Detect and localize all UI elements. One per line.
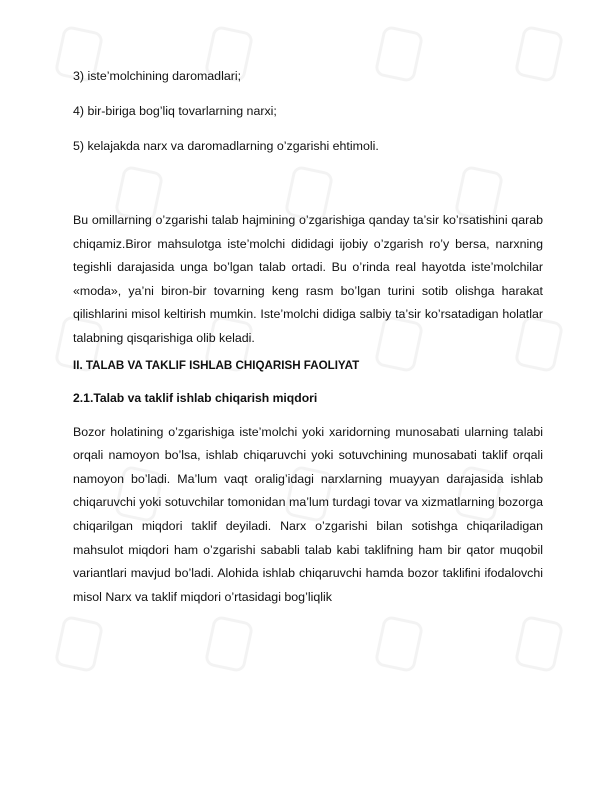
list-item: 3) iste’molchining daromadlari; bbox=[73, 69, 242, 83]
paragraph: Bu omillarning o’zgarishi talab hajmining o’zgarishiga qanday ta’sir ko’rsatishini qarab chiqamiz.Biror mahsulotga iste’molchi dididagi ijobiy o’zgarish ro’y bersa, narxning tegishli darajasida unga bo’lgan talab ortadi. Bu o’rinda real hayotda iste’molchilar «moda», ya’ni biron-bir tovarning keng rasm bo’lgan turini sotib olishga harakat qilishlarini misol keltirish mumkin. Iste’molchi didiga salbiy ta’sir ko’rsatadigan holatlar talabning qisqarishiga olib keladi. bbox=[73, 213, 543, 345]
list-item: 5) kelajakda narx va daromadlarning o’zgarishi ehtimoli. bbox=[73, 139, 379, 153]
document-body bbox=[73, 68, 543, 609]
subsection-heading: 2.1.Talab va taklif ishlab chiqarish miqdori bbox=[73, 390, 318, 405]
section-heading: II. TALAB VA TAKLIF ISHLAB CHIQARISH FAOLIYAT bbox=[73, 358, 360, 372]
list-item: 4) bir-biriga bog’liq tovarlarning narxi; bbox=[73, 104, 277, 118]
paragraph: Bozor holatining o’zgarishiga iste’molchi yoki xaridorning munosabati ularning talabi orqali namoyon bo’lsa, ishlab chiqaruvchi yoki sotuvchining munosabati taklif orqali namoyon bo’ladi. Ma’lum vaqt oralig’idagi narxlarning muayyan darajasida ishlab chiqaruvchi yoki sotuvchilar tomonidan ma’lum turdagi tovar va xizmatlarning bozorga chiqarilgan miqdori taklif deyiladi. Narx o’zgarishi bilan sotishga chiqariladigan mahsulot miqdori ham o’zgarishi sababli talab kabi taklifning ham bir qator muqobil variantlari mavjud bo’ladi. Alohida ishlab chiqaruvchi hamda bozor taklifini ifodalovchi misol Narx va taklif miqdori o’rtasidagi bog’liqlik bbox=[73, 424, 543, 604]
